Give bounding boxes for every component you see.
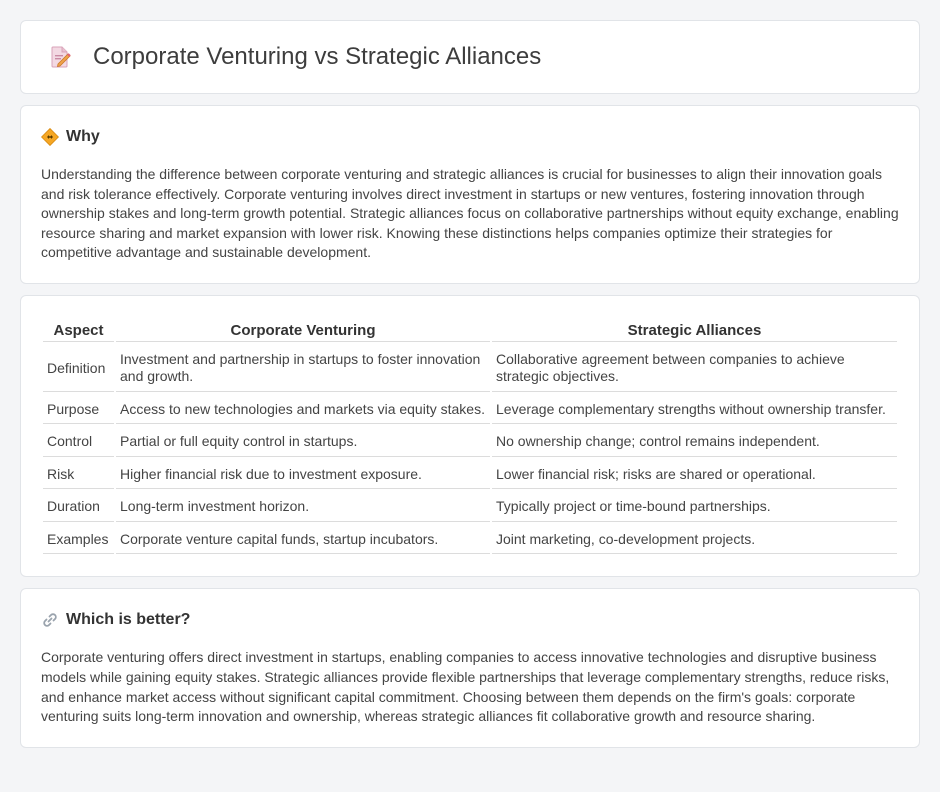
comparison-table-card <box>20 295 920 578</box>
row-corporate-venturing: Access to new technologies and markets via equity stakes. <box>116 394 490 425</box>
diamond-arrows-icon <box>41 128 59 146</box>
table-row <box>43 394 897 425</box>
row-aspect: Purpose <box>43 394 114 425</box>
row-corporate-venturing: Long-term investment horizon. <box>116 491 490 522</box>
row-aspect: Risk <box>43 459 114 490</box>
header-card <box>20 20 920 94</box>
row-strategic-alliances: Typically project or time-bound partnerships. <box>492 491 897 522</box>
row-strategic-alliances: Lower financial risk; risks are shared or operational. <box>492 459 897 490</box>
row-aspect: Examples <box>43 524 114 555</box>
page-title: Corporate Venturing vs Strategic Alliances <box>93 43 542 70</box>
row-strategic-alliances: Leverage complementary strengths without ownership transfer. <box>492 394 897 425</box>
row-aspect: Definition <box>43 344 114 392</box>
table-row <box>43 459 897 490</box>
why-title: Why <box>66 128 100 145</box>
table-row <box>43 491 897 522</box>
which-is-better-title: Which is better? <box>66 611 191 629</box>
row-aspect: Control <box>43 426 114 457</box>
comparison-table <box>41 318 899 557</box>
header-corporate-venturing: Corporate Venturing <box>116 320 490 342</box>
row-aspect: Duration <box>43 491 114 522</box>
which-is-better-text: Corporate venturing offers direct investment in startups, enabling companies to access innovative technologies and disruptive business models while gaining equity stakes. Strategic alliances provide flexible partnerships that leverage complementary strengths, reduce risks, and enhance market access without significant capital commitment. Choosing between them depends on the firm's goals: corporate venturing suits long-term innovation and ownership, whereas strategic alliances fit collaborative growth and resource sharing. <box>41 649 890 725</box>
row-strategic-alliances: Joint marketing, co-development projects. <box>492 524 897 555</box>
table-row <box>43 524 897 555</box>
row-corporate-venturing: Higher financial risk due to investment exposure. <box>116 459 490 490</box>
link-icon <box>41 611 59 629</box>
table-row <box>43 426 897 457</box>
which-is-better-section <box>20 588 920 747</box>
row-corporate-venturing: Corporate venture capital funds, startup incubators. <box>116 524 490 555</box>
table-header-row <box>43 320 897 342</box>
row-corporate-venturing: Partial or full equity control in startups. <box>116 426 490 457</box>
row-corporate-venturing: Investment and partnership in startups to foster innovation and growth. <box>116 344 490 392</box>
header-strategic-alliances: Strategic Alliances <box>492 320 897 342</box>
document-edit-icon <box>47 44 73 70</box>
row-strategic-alliances: Collaborative agreement between companies to achieve strategic objectives. <box>492 344 897 392</box>
table-row <box>43 344 897 392</box>
why-section <box>20 105 920 284</box>
why-text: Understanding the difference between corporate venturing and strategic alliances is crucial for businesses to align their innovation goals and risk tolerance effectively. Corporate venturing involves direct investment in startups or new ventures, fostering innovation through ownership stakes and long-term growth potential. Strategic alliances focus on collaborative partnerships without equity exchange, enabling resource sharing and market expansion with lower risk. Knowing these distinctions helps companies optimize their strategies for competitive advantage and sustainable development. <box>41 166 899 261</box>
row-strategic-alliances: No ownership change; control remains independent. <box>492 426 897 457</box>
header-aspect: Aspect <box>43 320 114 342</box>
